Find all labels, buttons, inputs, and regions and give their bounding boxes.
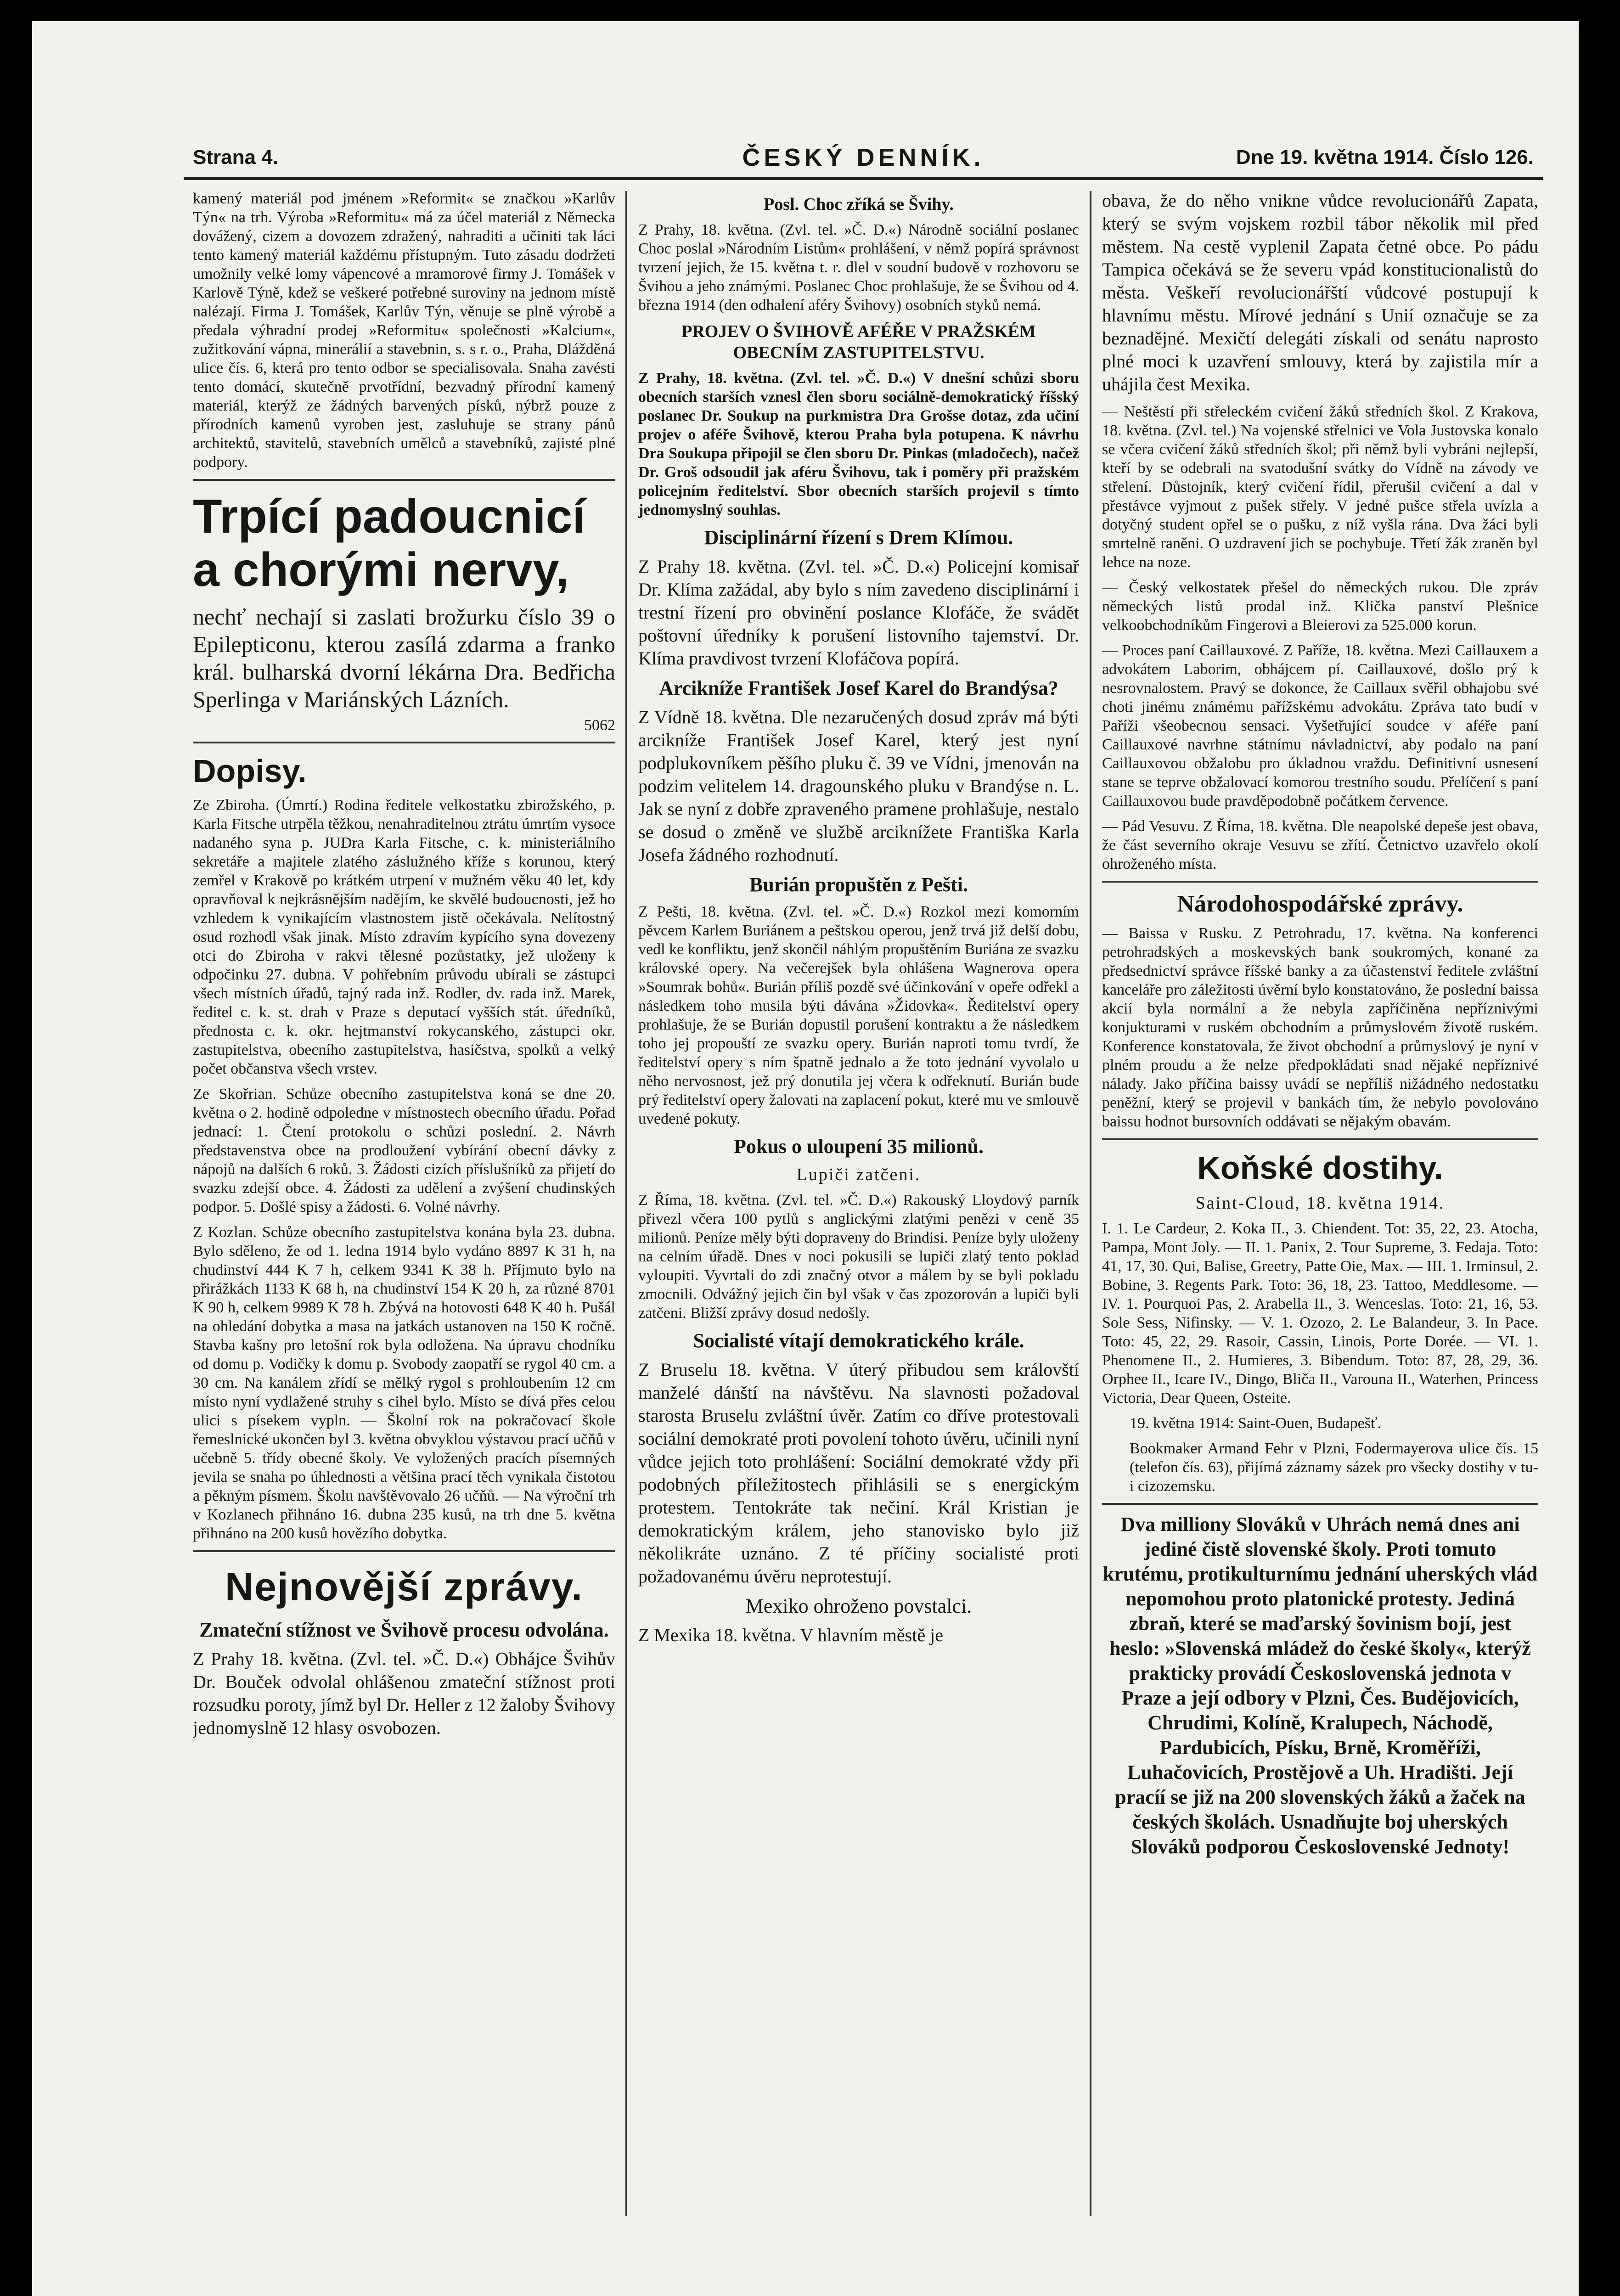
dopisy-title: Dopisy.: [193, 753, 307, 789]
racing-subtitle: Saint-Cloud, 18. května 1914.: [1195, 1193, 1445, 1213]
choc-title: Posl. Choc zříká se Švihy.: [764, 195, 954, 214]
burian-text: Z Pešti, 18. května. (Zvl. tel. »Č. D.«) Rozkol mezi komorním pěvcem Karlem Buriánem a peštskou operou, jenž trvá již delší dobu, vedl ke konfliktu, jenž skončil náhlým propuštěním Buriána ze svazku královské opery. Na večerejšek byla ohlášena Wagnerova opera »Soumrak bohů«. Burián příliš pozdě své účinkování v opeře odřekl a následkem toho musila býti dávána »Židovka«. Ředitelství opery prohlašuje, že se Burián dopustil porušení kontraktu a že následkem toho jej propouští ze svazku opery. Burián naproti tomu tvrdí, že ředitelství opery s ním špatně jednalo a že toto jednání vyvolalo u něho nervosnost, jež prý donutila jej včera k odřeknutí. Burián bude prý ředitelství opery žalovati na zaplacení pokut, které mu ve smlouvě uvedené pokuty.: [638, 903, 1079, 1127]
reformit-article: kamený materiál pod jménem »Reformit« se značkou »Karlův Týn« na trh. Výroba »Reformitu« má za účel materiál z Německa dovážený, cizem a dovozem zdražený, nahraditi a učiniti tak láci tento kamený materiál každému přístupným. Tuto zásadu dodržeti umožnily velké lomy vápencové a mramorové firmy J. Tomášek v Karlově Týně, kdež se veškeré potřebné suroviny na jednom místě nalézají. Firma J. Tomášek, Karlův Týn, věnuje se plně výrobě a předala výhradní prodej »Reformitu« společnosti »Kalcium«, zužitkování vápna, minerálií a stavebnin, s. s r. o., Praha, Dlážděná ulice čís. 6, která pro tento odbor se specialisovala. Snaha zavésti tento domácí, skutečně prvotřídní, bezvadný přírodní kamený materiál, kterýž ze žádných barvených písků, nýbrž pouze z přírodních kamenů vyroben jest, zasluhuje se strany pánů architektů, stavitelů, stavebních umělců a stavebníků, zajisté plné podpory.: [193, 190, 615, 471]
divider: [193, 1550, 615, 1552]
news-strelba: — Neštěstí při střeleckém cvičení žáků středních škol. Z Krakova, 18. května. (Zvl. tel.) Na vojenské střelnici ve Vola Justovska konalo se včera cvičení žáků středních škol; při němž byli vybráni nejlepší, kteří by se odebrali na svatodušní svátky do Vídně na závody ve střelení. Důstojník, který cvičení řídil, přerušil cvičení a dal v přestávce vyjmout z pušek střely. V jedné pušce střela uvízla a dotyčný student opřel se o pušku, z níž vyšla rána. Dva žáci byli smrtelně raněni. O uzdravení jich se pochybuje. Třetí žák zraněn byl lehce na noze.: [1102, 403, 1538, 571]
socialiste-title: Socialisté vítají demokratického krále.: [693, 1329, 1024, 1352]
slovak-appeal: Dva milliony Slováků v Uhrách nemá dnes ani jediné čistě slovenské školy. Proti tomuto krutému, protikulturnímu jednání uherských vlád nepomohou proto platonické protesty. Jediná zbraň, které se maďarský šovinism bojí, jest heslo: »Slovenská mládež do české školy«, kterýž prakticky provádí Československá jednota v Praze a její odbory v Plzni, Čes. Budějovicích, Chrudimi, Kolíně, Kralupech, Náchodě, Pardubicích, Písku, Brně, Kroměříži, Luhačovicích, Prostějově a Uh. Hradišti. Její pracíí se již na 200 slovenských žáků a žaček na českých školách. Usnadňujte boj uherských Slováků podporou Československé Jednoty!: [1102, 1513, 1538, 1858]
page-number: Strana 4.: [193, 146, 278, 169]
news-velkostatek: — Český velkostatek přešel do německých rukou. Dle zpráv německých listů prodal inž. Klička panství Plešnice velkoobchodníkům Fingerovi a Bleierovi za 525.000 korun.: [1102, 579, 1538, 634]
mexiko-text: Z Mexika 18. května. V hlavním městě je: [638, 1625, 943, 1645]
socialiste-text: Z Bruselu 18. května. V úterý přibudou sem královští manželé dánští na návštěvu. Na slavnosti požadoval starosta Bruselu zvláštní úvěr. Zatím co dříve protestovali sociální demokraté proti povolení tohoto úvěru, učinili nyní vůdce jejich toto prohlášení: Sociální demokraté vždy při podobných příležitostech přihlásili se s energickým protestem. Tentokráte tak nečiní. Král Kristian je demokratickým králem, jeho stanovisko bylo již několikráte uznáno. Z té příčiny socialisté proti požadovanému úvěru neprotestují.: [638, 1359, 1079, 1587]
column-1: [193, 189, 615, 2234]
pokus-subtitle: Lupiči zatčeni.: [796, 1165, 921, 1184]
newspaper-title: ČESKÝ DENNÍK.: [742, 144, 984, 171]
arcikniže-title: Arcikníže František Josef Karel do Brandýsa?: [659, 677, 1058, 699]
news-caillaux: — Proces paní Caillauxové. Z Paříže, 18. května. Mezi Caillauxem a advokátem Laborim, obhájcem pí. Caillauxové, došlo prý k nesrovnalostem. Pravý se dokonce, že Caillaux svěřil obhajobu své choti jinému známému pařížskému advokátu. Zpráva tato budí v Paříži všeobecnou sensaci. Vyšetřující soudce v aféře paní Caillauxové navrhne státnímu návladnictví, aby podalo na paní Caillauxovou obžalobu pro úkladnou vraždu. Definitivní usnesení stane se teprve obžalovací komorou trestního soudu. Přelíčení s paní Caillauxovou bude pravděpodobně počátkem července.: [1102, 642, 1538, 810]
arcikniže-text: Z Vídně 18. května. Dle nezaručených dosud zpráv má býti arcikníže František Josef Karel, který jest nyní podplukovníkem pěšího pluku č. 39 ve Vídni, jmenován na podzim velitelem 14. dragounského pluku v Brandýse n. L. Jak se nyní z dobře zpraveného pramene prohlašuje, nestalo se dosud o změně ve službě arciknížete Františka Karla Josefa žádného rozhodnutí.: [638, 707, 1079, 865]
divider: [1102, 881, 1538, 883]
column-3: [1102, 189, 1538, 2234]
newspaper-sheet: [184, 141, 1543, 2234]
racing-next: 19. května 1914: Saint-Ouen, Budapešť.: [1130, 1415, 1382, 1432]
pokus-text: Z Říma, 18. května. (Zvl. tel. »Č. D.«) Rakouský Lloydový parník přivezl včera 100 pytlů s anglickými zlatými penězi v ceně 35 milionů. Peníze měly býti dopraveny do Brindisi. Peníze byly uloženy na celním úřadě. Dnes v noci pokusili se lupiči zlatý tento poklad vyloupiti. Vyvrtali do zdi značný otvor a málem by se byli pokladu zmocnili. Odvážný jejich čin byl však v čas zpozorován a lupiči byli zatčeni. Bližší zprávy dosud nedošly.: [638, 1192, 1079, 1322]
pokus-title: Pokus o uloupení 35 milionů.: [733, 1135, 984, 1158]
ad-number-row: [193, 717, 615, 734]
economy-title: Národohospodářské zprávy.: [1177, 891, 1463, 917]
bookmaker-notice: Bookmaker Armand Fehr v Plzni, Fodermayerova ulice čís. 15 (telefon čís. 63), přijímá záznamy sázek pro všecky dostihy v tu- i cizozemsku.: [1130, 1440, 1538, 1495]
svihova-afera-title: PROJEV O ŠVIHOVĚ AFÉŘE V PRAŽSKÉM OBECNÍM ZASTUPITELSTVU.: [681, 322, 1036, 362]
klima-text: Z Prahy 18. května. (Zvl. tel. »Č. D.«) Policejní komisař Dr. Klíma zažádal, aby bylo s ním zavedeno disciplinární i trestní řízení pro obvinění poslance Klofáče, že svádět poštovní úředníky k porušení listovního tajemství. Dr. Klíma pravdivost tvrzení Klofáčova popírá.: [638, 556, 1079, 669]
economy-text: — Baissa v Rusku. Z Petrohradu, 17. května. Na konferenci petrohradských a moskevských bank soukromých, konané za předsednictví správce říšské banky a za účastenství ředitele zvláštní kanceláře pro záležitosti úvěrní bylo konstatováno, že poslední baissa akcií byla normální a že nebyla zapříčiněna nepříznivými konjukturami v ruském obchodním a průmyslovém životě ruském. Konference konstatovala, že život obchodní a průmyslový je nyní v plném proudu a že nelze předpokládati snad nějaké nepříznivé nálady. Jako příčina baissy uvádí se nepříliš nižádného nedostatku peněžní, který se projevil v bankách tím, že nebylo povolováno baissu hodnot bursovních oddávati se nějakým obavám.: [1102, 925, 1538, 1130]
mexiko-title: Mexiko ohroženo povstalci.: [745, 1595, 972, 1617]
svihova-afera-text: Z Prahy, 18. května. (Zvl. tel. »Č. D.«) V dnešní schůzi sboru obecních starších vznesl člen sboru sociálně-demokratický říšský poslanec Dr. Soukup na purkmistra Dra Grošse dotaz, zda učiní projev o aféře Švihově, kterou Praha byla potupena. K návrhu Dra Soukupa připojil se člen sboru Dr. Pinkas (mladočech), načež Dr. Groš odsoudil jak aféru Švihovu, tak i poměry při pražském policejním ředitelství. Sbor obecních starších projevil s tímto jednomyslný souhlas.: [638, 370, 1079, 518]
racing-title: Koňské dostihy.: [1197, 1150, 1443, 1186]
page-header: [184, 141, 1543, 180]
latest-news-title: Nejnovější zprávy.: [225, 1565, 584, 1609]
news-vesuv: — Pád Vesuvu. Z Říma, 18. května. Dle neapolské depeše jest obava, že část severního okraje Vesuvu se zřítí. Četnictvo uzavřelo okolí ohroženého místa.: [1102, 818, 1538, 872]
column-2: [638, 189, 1079, 2234]
burian-title: Burián propuštěn z Pešti.: [749, 873, 968, 896]
choc-text: Z Prahy, 18. května. (Zvl. tel. »Č. D.«) Národně sociální poslanec Choc poslal »Národním Listům« prohlášení, v němž popírá správnost tvrzení jejich, že 15. května t. r. dlel v soudní budově v rozhovoru se Švihou a jeho známými. Poslanec Choc prohlašuje, že se Švihou od 4. března 1914 (den odhalení aféry Švihovy) osobních styků nemá.: [638, 221, 1079, 314]
scanned-page: [32, 21, 1579, 2296]
ad-headline: Trpící padoucnicí a chorými nervy,: [193, 490, 586, 597]
issue-date: Dne 19. května 1914. Číslo 126.: [1236, 146, 1534, 169]
column-rule-2: [1090, 191, 1091, 2216]
divider: [1102, 1503, 1538, 1505]
divider: [1102, 1138, 1538, 1140]
letter-zbiroh: Ze Zbiroha. (Úmrtí.) Rodina ředitele velkostatku zbirožského, p. Karla Fitsche utrpěla těžkou, nenahraditelnou ztrátu úmrtím vysoce nadaného syna p. JUDra Karla Fitsche, c. k. ministeriálního sekretáře a majitele zlatého záslužného kříže s korunou, který zemřel v Krakově po krátkém utrpení v mužném věku 40 let, kdy opravňoval k nejkrásnějším nadějím, ke skvělé budoucnosti, jež ho vzhledem k vynikajícím vlastnostem jistě očekávala. Nelítostný osud rozhodl však jinak. Místo zdravím kypícího syna dovezeny otci do Zbiroha v rakvi tělesné pozůstatky, jež uloženy k odpočinku 27. dubna. V pohřebním průvodu ubírali se zástupci všech místních úřadů, tajný rada inž. Rodler, dv. rada inž. Marek, ředitel c. k. st. drah v Praze s deputací vyšších stát. úředníků, přednosta c. k. okr. hejtmanství rokycanského, zástupci okr. zastupitelstva, obecního zastupitelstva, hasičstva, spolků a velký počet občanstva všech vrstev.: [193, 797, 615, 1077]
ad-number: 5062: [584, 717, 615, 734]
klima-title: Disciplinární řízení s Drem Klímou.: [704, 526, 1013, 549]
racing-results: I. 1. Le Cardeur, 2. Koka II., 3. Chiendent. Tot: 35, 22, 23. Atocha, Pampa, Mont Joly. — II. 1. Panix, 2. Tour Supreme, 3. Fedaja. Toto: 41, 17, 30. Qui, Balise, Greetry, Patte Oie, Max. — III. 1. Irminsul, 2. Bobine, 3. Regents Park. Toto: 36, 18, 23. Tattoo, Meddlesome. — IV. 1. Pourquoi Pas, 2. Arabella II., 3. Wenceslas. Toto: 21, 16, 53. Sole Sess, Nifinsky. — V. 1. Ozozo, 2. Le Balandeur, 3. In Pace. Toto: 45, 22, 29. Rasoir, Cassin, Linois, Porte Dorée. — VI. 1. Phenomene II., 2. Humieres, 3. Bibendum. Toto: 87, 28, 29, 36. Orphee II., Icare IV., Dingo, Bliča II., Varouna II., Waterhen, Princess Victoria, Dear Queen, Osteite.: [1102, 1220, 1538, 1407]
mexiko-continued: obava, že do něho vnikne vůdce revolucionářů Zapata, který se svým vojskem rozbil tábor několik mil před městem. Na cestě vyplenil Zapata četné obce. Po pádu Tampica očekává se že severu vpád konstitucionalistů do města. Veškeří revolucionářští vůdcové postupují k hlavnímu městu. Mírové jednání s Unií označuje se za beznadějné. Mexičtí delegáti získali od senátu naprosto plné moci k uzavření smlouvy, která by zajistila mír a uhájila čest Mexika.: [1102, 190, 1538, 394]
divider: [193, 742, 615, 743]
news1-title: Zmateční stížnost ve Švihově procesu odvolána.: [199, 1619, 609, 1641]
news1-text: Z Prahy 18. května. (Zvl. tel. »Č. D.«) Obhájce Švihův Dr. Bouček odvolal ohlášenou zmateční stížnost proti rozsudku poroty, jímž byl Dr. Heller z 12 žaloby Švihovy jednomyslně 12 hlasy osvobozen.: [193, 1649, 615, 1738]
divider: [193, 479, 615, 481]
column-rule-1: [625, 191, 627, 2216]
letter-kozlany: Z Kozlan. Schůze obecního zastupitelstva konána byla 23. dubna. Bylo sděleno, že od 1. ledna 1914 bylo vydáno 8897 K 31 h, na chudinství 444 K 7 h, celkem 9341 K 38 h. Příjmuto bylo na přirážkách 1133 K 68 h, na chudinství 154 K 20 h, za různé 8701 K 90 h, celkem 9989 K 78 h. Zbývá na hotovosti 648 K 40 h. Pušál na ohledání dobytka a masa na jatkách ustanoven na 150 K ročně. Stavba kašny pro letošní rok byla odložena. Na úpravu chodníku od domu p. Vodičky k domu p. Svobody zaopatří se rygol 40 cm. a 30 cm. Na kanálem zřídí se mělký rygol s prohloubením 12 cm místo nyní vydlažené struhy s cihel bylo. Místo se dívá přes celou ulici s písekem vypln. — Školní rok na pokračovací škole řemeslnické ukončen byl 3. května obvyklou výstavou prací učňů v učebně 5. třídy obecné školy. Ve vyložených pracích písemných jevila se snaha po úhlednosti a většina prací těch vynikala čistotou a pěkným písmem. Školu navštěvovalo 26 učňů. — Na výroční trh v Kozlanech přihnáno 16. dubna 235 kusů, na trh dne 5. května přihnáno na 200 kusů hovězího dobytka.: [193, 1224, 615, 1542]
letter-skorrian: Ze Skořrian. Schůze obecního zastupitelstva koná se dne 20. května o 2. hodině odpoledne v místnostech obecního úřadu. Pořad jednací: 1. Čtení protokolu o schůzi poslední. 2. Návrh představenstva obce na prodloužení vybírání obecní dávky z nápojů na dalších 6 roků. 3. Žádosti cizích příslušníků za přijetí do svazku zdejší obce. 4. Žádosti za udělení a zvýšení chudinských podpor. 5. Došlé spisy a žádosti. 6. Volné návrhy.: [193, 1086, 615, 1216]
ad-text: nechť nechají si zaslati brožurku číslo 39 o Epilepticonu, kterou zasílá zdarma a franko král. bulharská dvorní lékárna Dra. Bedřicha Sperlinga v Mariánských Lázních.: [193, 604, 615, 712]
